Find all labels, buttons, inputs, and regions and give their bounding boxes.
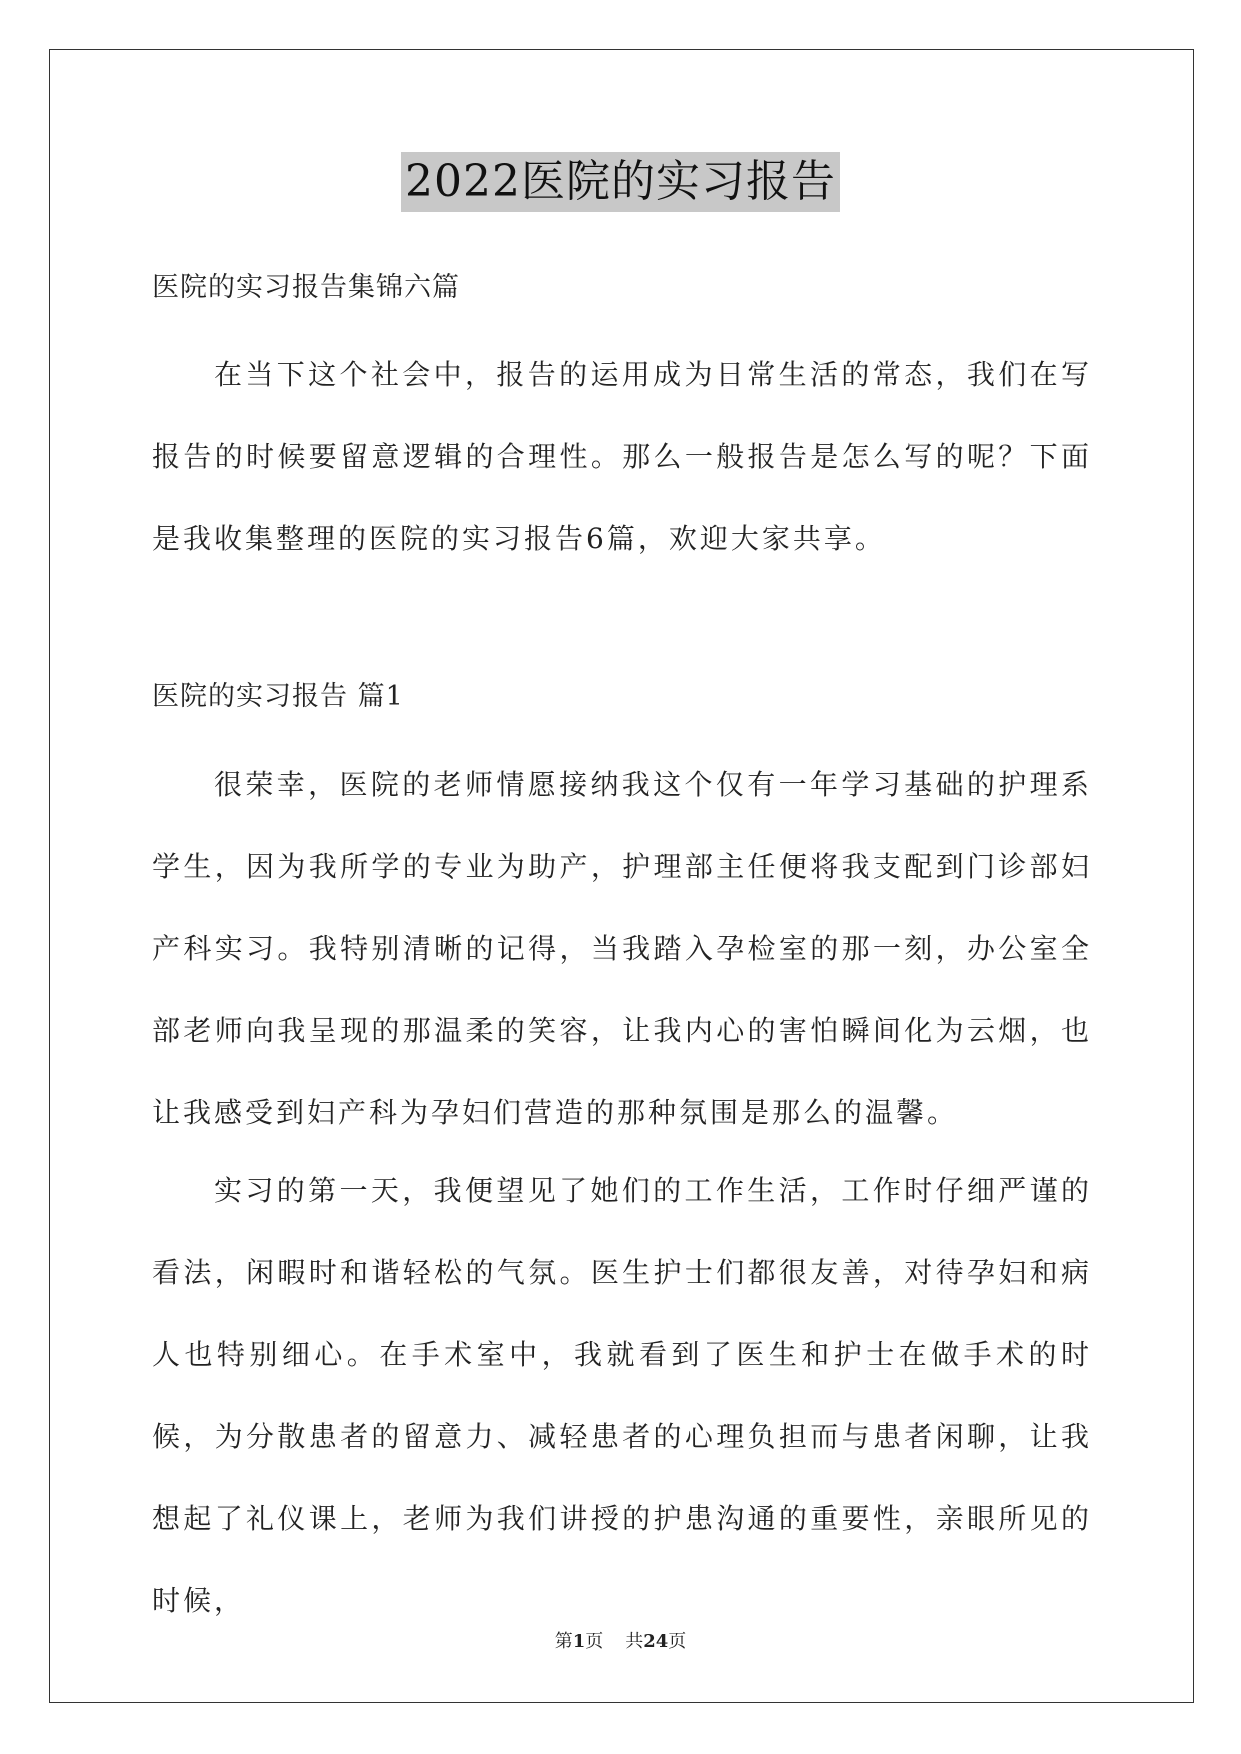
total-suffix: 页 <box>668 1631 687 1652</box>
document-title: 2022医院的实习报告 <box>401 152 840 212</box>
document-subtitle: 医院的实习报告集锦六篇 <box>152 272 460 303</box>
title-container <box>0 152 1241 212</box>
total-pages: 24 <box>643 1631 669 1652</box>
intro-paragraph: 在当下这个社会中，报告的运用成为日常生活的常态，我们在写报告的时候要留意逻辑的合理性。那么一般报告是怎么写的呢？下面是我收集整理的医院的实习报告6篇，欢迎大家共享。 <box>152 358 1092 555</box>
section-heading: 医院的实习报告 篇1 <box>152 681 404 712</box>
body-paragraph-1: 很荣幸，医院的老师情愿接纳我这个仅有一年学习基础的护理系学生，因为我所学的专业为助产，护理部主任便将我支配到门诊部妇产科实习。我特别清晰的记得，当我踏入孕检室的那一刻，办公室全部老师向我呈现的那温柔的笑容，让我内心的害怕瞬间化为云烟，也让我感受到妇产科为孕妇们营造的那种氛围是那么的温馨。 <box>152 768 1092 1129</box>
page-prefix: 第 <box>554 1631 573 1652</box>
total-prefix: 共 <box>625 1631 644 1652</box>
page-footer <box>0 1630 1241 1654</box>
page-number: 1 <box>572 1631 586 1652</box>
page-suffix: 页 <box>585 1631 604 1652</box>
body-paragraph-2: 实习的第一天，我便望见了她们的工作生活，工作时仔细严谨的看法，闲暇时和谐轻松的气氛。医生护士们都很友善，对待孕妇和病人也特别细心。在手术室中，我就看到了医生和护士在做手术的时候，为分散患者的留意力、减轻患者的心理负担而与患者闲聊，让我想起了礼仪课上，老师为我们讲授的护患沟通的重要性，亲眼所见的时候， <box>152 1174 1092 1617</box>
